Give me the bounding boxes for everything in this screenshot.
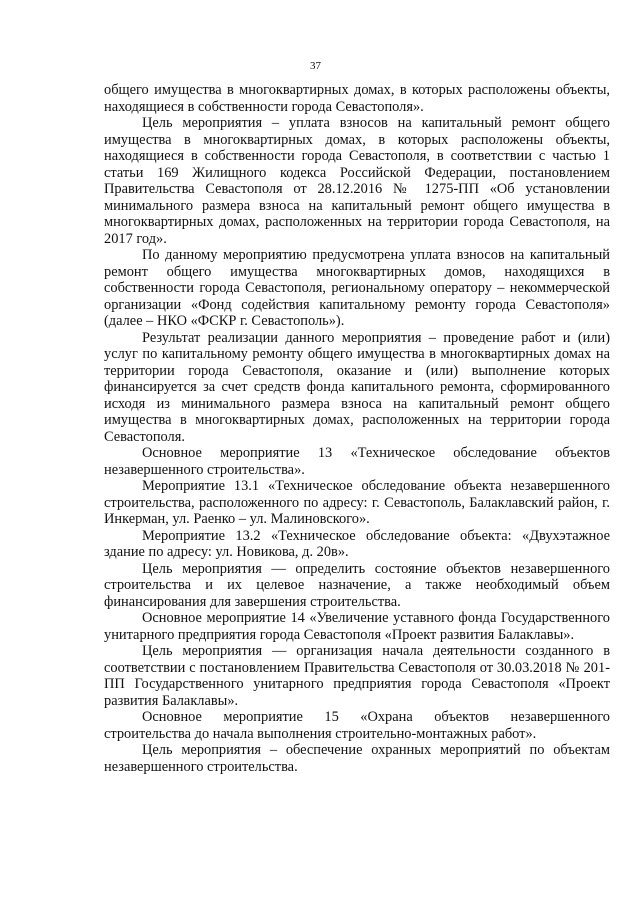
paragraph-goal-13: Цель мероприятия — определить состояние объектов незавершенного строительства и их целевое назначение, а также необходимый объем финансирования для завершения строительства. xyxy=(104,560,610,610)
paragraph-main-activity-15: Основное мероприятие 15 «Охрана объектов незавершенного строительства до начала выполнения строительно-монтажных работ». xyxy=(104,709,610,742)
paragraph-result: Результат реализации данного мероприятия – проведение работ и (или) услуг по капитальному ремонту общего имущества в многоквартирных домах на территории города Севастополя, оказание и (или) выполнение которых финансируется за счет средств фонда капитального ремонта, сформированного исходя из минимального размера взноса на капитальный ремонт общего имущества в многоквартирных домах, расположенных на территории города Севастополя. xyxy=(104,329,610,445)
paragraph-contribution-payment: По данному мероприятию предусмотрена уплата взносов на капитальный ремонт общего имущества многоквартирных домов, находящихся в собственности города Севастополя, региональному оператору – некоммерческой организации «Фонд содействия капитальному ремонту города Севастополя» (далее – НКО «ФСКР г. Севастополь»). xyxy=(104,247,610,329)
paragraph-main-activity-14: Основное мероприятие 14 «Увеличение уставного фонда Государственного унитарного предприятия города Севастополя «Проект развития Балаклавы». xyxy=(104,610,610,643)
page-number: 37 xyxy=(310,60,321,72)
paragraph-continuation: общего имущества в многоквартирных домах, в которых расположены объекты, находящиеся в собственности города Севастополя». xyxy=(104,82,610,115)
paragraph-activity-13-1: Мероприятие 13.1 «Техническое обследование объекта незавершенного строительства, расположенного по адресу: г. Севастополь, Балаклавский район, г. Инкерман, ул. Раенко – ул. Малиновского». xyxy=(104,478,610,527)
paragraph-goal-15: Цель мероприятия – обеспечение охранных мероприятий по объектам незавершенного строительства. xyxy=(104,742,610,775)
paragraph-goal-capital-repair: Цель мероприятия – уплата взносов на капитальный ремонт общего имущества в многоквартирных домах, в которых расположены объекты, находящиеся в собственности города Севастополя, в соответствии с частью 1 статьи 169 Жилищного кодекса Российской Федерации, постановлением Правительства Севастополя от 28.12.2016 № 1275-ПП «Об установлении минимального размера взноса на капитальный ремонт общего имущества в многоквартирных домах, расположенных на территории города Севастополя, на 2017 год». xyxy=(104,115,610,247)
paragraph-activity-13-2: Мероприятие 13.2 «Техническое обследование объекта: «Двухэтажное здание по адресу: ул. Новикова, д. 20в». xyxy=(104,527,610,560)
document-body xyxy=(104,82,610,775)
paragraph-goal-14: Цель мероприятия — организация начала деятельности созданного в соответствии с постановлением Правительства Севастополя от 30.03.2018 № 201-ПП Государственного унитарного предприятия города Севастополя «Проект развития Балаклавы». xyxy=(104,643,610,709)
paragraph-main-activity-13: Основное мероприятие 13 «Техническое обследование объектов незавершенного строительства». xyxy=(104,445,610,478)
